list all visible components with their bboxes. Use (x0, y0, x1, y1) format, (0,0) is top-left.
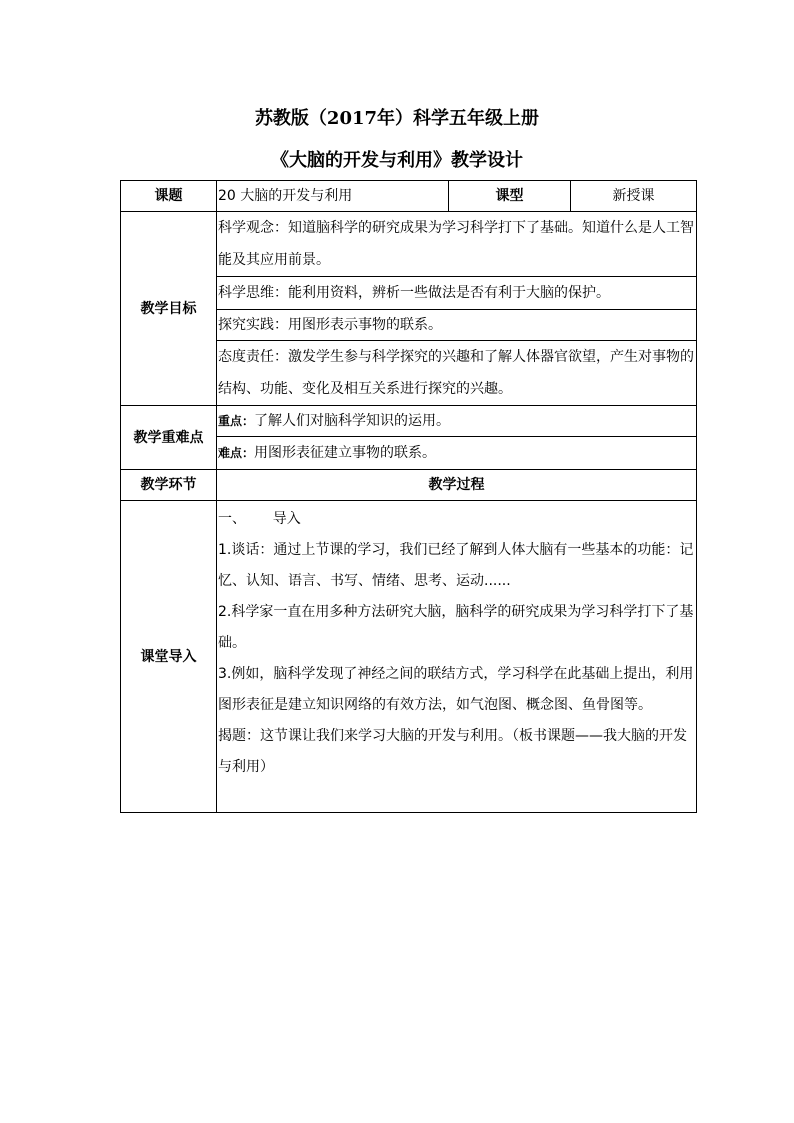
topic-label: 课题 (121, 181, 217, 212)
process-header: 教学过程 (217, 470, 697, 501)
goal-item: 探究实践：用图形表示事物的联系。 (217, 310, 697, 341)
key-difficulty-label: 教学重难点 (121, 406, 217, 470)
difficulty-text: 用图形表征建立事物的联系。 (254, 445, 437, 461)
intro-line: 3.例如，脑科学发现了神经之间的联结方式，学习科学在此基础上提出，利用图形表征是建立知识网络的有效方法，如气泡图、概念图、鱼骨图等。 (218, 666, 694, 713)
stage-header: 教学环节 (121, 470, 217, 501)
intro-line: 揭题：这节课让我们来学习大脑的开发与利用。（板书课题——我大脑的开发与利用） (218, 728, 687, 775)
topic-row (121, 181, 697, 212)
document-subtitle: 《大脑的开发与利用》教学设计 (271, 150, 523, 171)
key-point-label: 重点： (218, 414, 255, 428)
lesson-plan-table (120, 180, 697, 813)
goal-item: 科学观念：知道脑科学的研究成果为学习科学打下了基础。知道什么是人工智能及其应用前景。 (217, 212, 697, 277)
difficulty-cell (217, 437, 697, 470)
goal-row (121, 212, 697, 277)
intro-line: 一、 导入 (218, 511, 301, 527)
difficulty-label: 难点： (218, 446, 255, 460)
process-header-row (121, 470, 697, 501)
key-point-row (121, 406, 697, 437)
intro-line: 2.科学家一直在用多种方法研究大脑，脑科学的研究成果为学习科学打下了基础。 (218, 604, 694, 651)
type-value: 新授课 (571, 181, 697, 212)
intro-line: 1.谈话：通过上节课的学习，我们已经了解到人体大脑有一些基本的功能：记忆、认知、语言、书写、情绪、思考、运动...... (218, 542, 694, 589)
intro-row (121, 501, 697, 813)
document-title: 苏教版（2017年）科学五年级上册 (254, 108, 540, 129)
intro-content (217, 501, 697, 813)
key-point-text: 了解人们对脑科学知识的运用。 (254, 413, 451, 429)
topic-value: 20 大脑的开发与利用 (217, 181, 449, 212)
type-label: 课型 (449, 181, 571, 212)
goal-item: 态度责任：激发学生参与科学探究的兴趣和了解人体器官欲望，产生对事物的结构、功能、变化及相互关系进行探究的兴趣。 (217, 341, 697, 406)
goals-label: 教学目标 (121, 212, 217, 406)
intro-label: 课堂导入 (121, 501, 217, 813)
key-point-cell (217, 406, 697, 437)
goal-item: 科学思维：能利用资料，辨析一些做法是否有利于大脑的保护。 (217, 277, 697, 310)
